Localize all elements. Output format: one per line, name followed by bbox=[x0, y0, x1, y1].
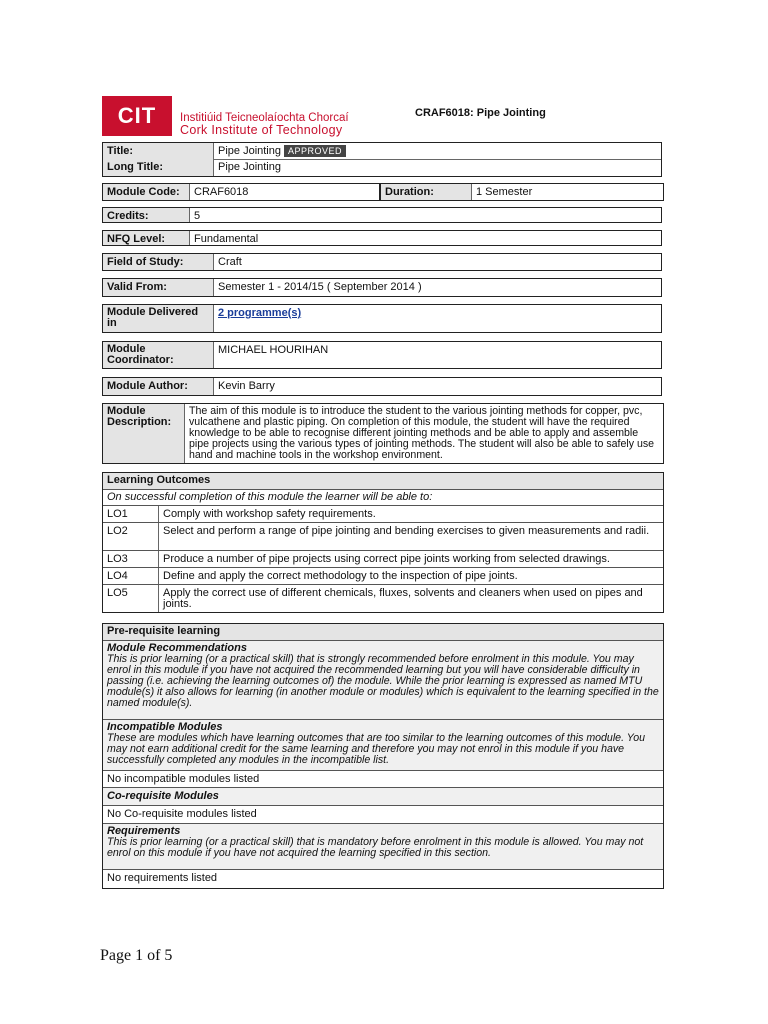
lo-code: LO2 bbox=[107, 525, 128, 537]
author-label: Module Author: bbox=[103, 378, 213, 395]
requirements-title: Requirements bbox=[107, 825, 181, 837]
title-label: Title: bbox=[103, 143, 213, 159]
requirements-cell bbox=[103, 824, 663, 869]
institute-name bbox=[180, 112, 349, 136]
title-text: Pipe Jointing bbox=[218, 145, 281, 157]
lo-text: Apply the correct use of different chemicals, fluxes, solvents and cleaners when used on pipes and joints. bbox=[158, 585, 663, 612]
recommendations-cell bbox=[103, 641, 663, 719]
lo-text: Produce a number of pipe projects using correct pipe joints working from selected drawings. bbox=[158, 551, 663, 567]
lo-text: Define and apply the correct methodology to the inspection of pipe joints. bbox=[158, 568, 663, 584]
valid-from-label: Valid From: bbox=[103, 279, 213, 296]
valid-from-value: Semester 1 - 2014/15 ( September 2014 ) bbox=[213, 279, 661, 296]
requirements-text: This is prior learning (or a practical skill) that is mandatory before enrolment in this module is allowed. You may not enrol on this module if you have not acquired the learning specified in this section. bbox=[107, 836, 644, 859]
description-value: The aim of this module is to introduce the student to the various jointing methods for copper, pvc, vulcathene and plastic piping. On completion of this module, the student will have the required knowledge to be able to recognise different jointing methods and be able to apply and assemble pipe projects using the various types of jointing methods. The student will also be able to safely use hand and machine tools in the workshop environment. bbox=[184, 404, 663, 463]
coreq-title-row bbox=[103, 788, 663, 806]
programmes-link[interactable]: 2 programme(s) bbox=[218, 307, 302, 319]
incompatible-title: Incompatible Modules bbox=[107, 721, 223, 733]
table-row bbox=[103, 506, 663, 523]
coreq-title: Co-requisite Modules bbox=[107, 790, 219, 802]
incompatible-text: These are modules which have learning outcomes that are too similar to the learning outcomes of this module. You may not earn additional credit for the same learning and therefore you may not enrol in this module if you have successfully completed any modules in the incompatible list. bbox=[107, 732, 646, 766]
institute-name-english: Cork Institute of Technology bbox=[180, 123, 343, 137]
description-label: Module Description: bbox=[103, 404, 184, 463]
requirements-row bbox=[103, 824, 663, 870]
author-value: Kevin Barry bbox=[213, 378, 661, 395]
lo-heading-row bbox=[103, 473, 663, 490]
coordinator-row bbox=[102, 341, 662, 369]
table-row bbox=[103, 523, 663, 551]
field-of-study-value: Craft bbox=[213, 254, 661, 270]
delivered-row bbox=[102, 304, 662, 333]
delivered-label: Module Delivered in bbox=[103, 305, 213, 332]
module-code-value: CRAF6018 bbox=[189, 184, 379, 200]
incompatible-row bbox=[103, 720, 663, 771]
learning-outcomes-table bbox=[102, 472, 664, 613]
recommendations-text: This is prior learning (or a practical skill) that is strongly recommended before enrolment in this module. You may enrol in this module if you have not acquired the recommended learning but you will have considerable difficulty in passing (i.e. achieving the learning outcomes of) the module. While the prior learning is expressed as named MTU module(s) it also allows for learning (in another module or modules) which is equivalent to the learning specified in the named module(s). bbox=[107, 653, 659, 709]
lo-text: Select and perform a range of pipe jointing and bending exercises to given measurements and radii. bbox=[158, 523, 663, 550]
nfq-label: NFQ Level: bbox=[103, 231, 189, 245]
document-title: CRAF6018: Pipe Jointing bbox=[415, 107, 546, 119]
prereq-heading: Pre-requisite learning bbox=[107, 625, 221, 637]
incompatible-value-row bbox=[103, 771, 663, 788]
coreq-value-row bbox=[103, 806, 663, 824]
institute-name-irish: Institiúid Teicneolaíochta Chorcaí bbox=[180, 112, 349, 124]
prerequisite-table bbox=[102, 623, 664, 889]
lo-code: LO4 bbox=[107, 570, 128, 582]
long-title-value: Pipe Jointing bbox=[213, 159, 661, 176]
page-number: Page 1 of 5 bbox=[100, 947, 173, 964]
table-row bbox=[103, 568, 663, 585]
lo-intro-row bbox=[103, 490, 663, 506]
coordinator-value: MICHAEL HOURIHAN bbox=[213, 342, 661, 368]
table-row bbox=[103, 551, 663, 568]
table-row bbox=[103, 585, 663, 612]
coreq-value: No Co-requisite modules listed bbox=[107, 808, 257, 820]
duration-box bbox=[380, 183, 664, 201]
incompatible-value: No incompatible modules listed bbox=[107, 773, 260, 785]
lo-heading: Learning Outcomes bbox=[107, 474, 211, 486]
valid-from-row bbox=[102, 278, 662, 297]
title-block bbox=[102, 142, 662, 177]
status-badge: APPROVED bbox=[284, 145, 346, 157]
module-code-label: Module Code: bbox=[103, 184, 189, 200]
incompatible-cell bbox=[103, 720, 663, 770]
lo-code: LO1 bbox=[107, 508, 128, 520]
module-code-box bbox=[102, 183, 380, 201]
author-row bbox=[102, 377, 662, 396]
delivered-value bbox=[213, 305, 661, 332]
cit-logo: CIT bbox=[102, 96, 172, 136]
module-code-row bbox=[102, 183, 664, 201]
lo-code: LO3 bbox=[107, 553, 128, 565]
credits-row bbox=[102, 207, 662, 223]
duration-value: 1 Semester bbox=[471, 184, 663, 200]
lo-text: Comply with workshop safety requirements. bbox=[158, 506, 663, 522]
long-title-label: Long Title: bbox=[103, 159, 213, 176]
recommendations-row bbox=[103, 641, 663, 720]
description-row bbox=[102, 403, 664, 464]
coordinator-label: Module Coordinator: bbox=[103, 342, 213, 368]
title-value bbox=[213, 143, 661, 159]
nfq-value: Fundamental bbox=[189, 231, 661, 245]
field-of-study-label: Field of Study: bbox=[103, 254, 213, 270]
lo-code: LO5 bbox=[107, 587, 128, 599]
credits-label: Credits: bbox=[103, 208, 189, 222]
duration-label: Duration: bbox=[381, 184, 471, 200]
requirements-value-row bbox=[103, 870, 663, 888]
nfq-row bbox=[102, 230, 662, 246]
recommendations-title: Module Recommendations bbox=[107, 642, 247, 654]
prereq-heading-row bbox=[103, 624, 663, 641]
field-of-study-row bbox=[102, 253, 662, 271]
credits-value: 5 bbox=[189, 208, 661, 222]
lo-intro: On successful completion of this module the learner will be able to: bbox=[107, 491, 433, 503]
requirements-value: No requirements listed bbox=[107, 872, 218, 884]
